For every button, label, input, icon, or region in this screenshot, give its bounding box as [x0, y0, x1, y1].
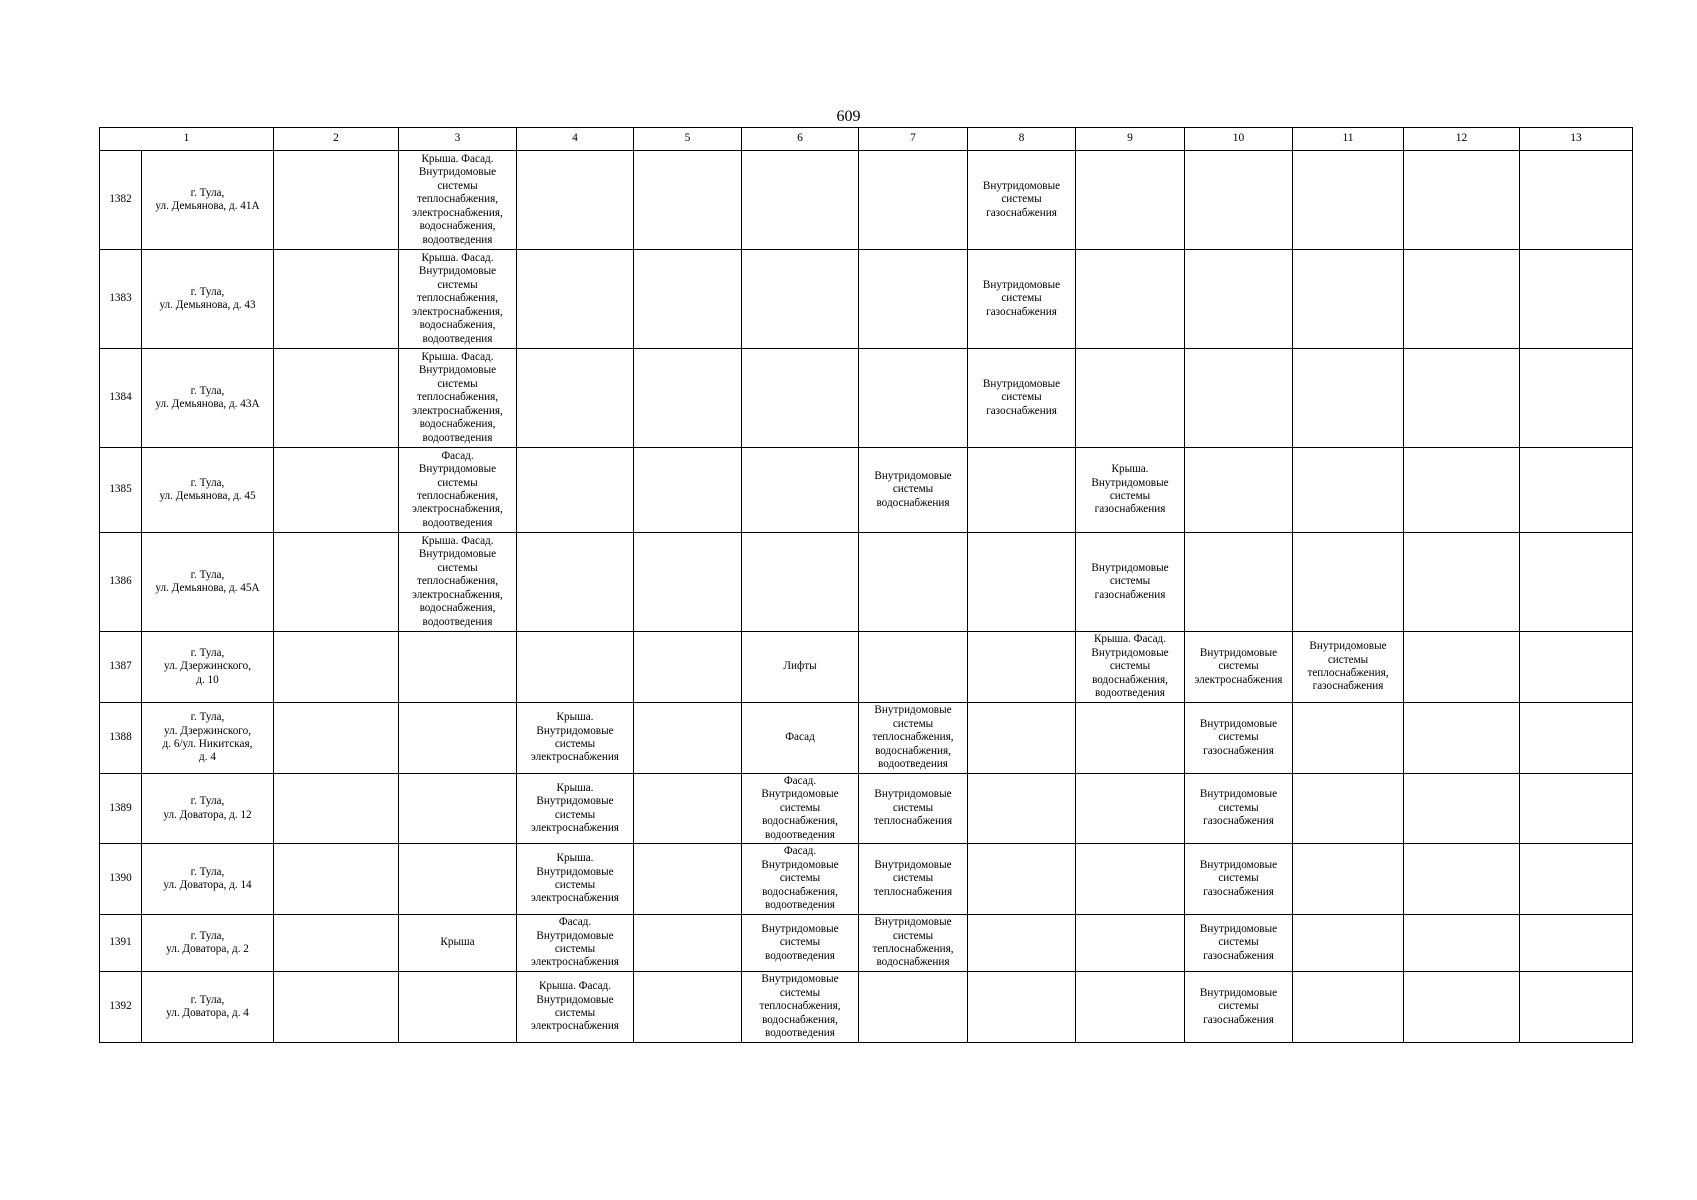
cell-col-6: Лифты [742, 632, 859, 703]
cell-col-8 [968, 774, 1076, 844]
column-header: 3 [399, 128, 517, 151]
cell-col-6 [742, 349, 859, 448]
address-cell: г. Тула, ул. Доватора, д. 14 [142, 844, 274, 915]
cell-col-12 [1404, 972, 1520, 1043]
cell-col-6: Внутридомовые системы водоотведения [742, 915, 859, 972]
cell-col-7: Внутридомовые системы теплоснабжения [859, 844, 968, 915]
cell-col-9 [1076, 250, 1185, 349]
cell-col-8 [968, 915, 1076, 972]
cell-col-4 [517, 448, 634, 533]
cell-col-7: Внутридомовые системы теплоснабжения, водоснабжения, водоотведения [859, 703, 968, 774]
cell-col-12 [1404, 349, 1520, 448]
cell-col-7: Внутридомовые системы теплоснабжения [859, 774, 968, 844]
cell-col-11 [1293, 844, 1404, 915]
cell-col-11 [1293, 349, 1404, 448]
cell-col-4: Крыша. Фасад. Внутридомовые системы электроснабжения [517, 972, 634, 1043]
cell-col-4 [517, 632, 634, 703]
column-header: 11 [1293, 128, 1404, 151]
cell-col-5 [634, 632, 742, 703]
cell-col-2 [274, 448, 399, 533]
cell-col-2 [274, 915, 399, 972]
cell-col-11 [1293, 703, 1404, 774]
cell-col-9: Крыша. Внутридомовые системы газоснабжения [1076, 448, 1185, 533]
column-header: 9 [1076, 128, 1185, 151]
cell-col-12 [1404, 844, 1520, 915]
cell-col-2 [274, 349, 399, 448]
cell-col-10 [1185, 533, 1293, 632]
cell-col-9 [1076, 915, 1185, 972]
cell-col-10 [1185, 349, 1293, 448]
cell-col-13 [1520, 774, 1633, 844]
column-header: 10 [1185, 128, 1293, 151]
cell-col-5 [634, 533, 742, 632]
table-row [100, 349, 1633, 448]
cell-col-10 [1185, 151, 1293, 250]
cell-col-12 [1404, 632, 1520, 703]
cell-col-3 [399, 703, 517, 774]
table-row [100, 774, 1633, 844]
column-header: 5 [634, 128, 742, 151]
cell-col-13 [1520, 632, 1633, 703]
cell-col-7 [859, 151, 968, 250]
cell-col-7: Внутридомовые системы теплоснабжения, водоснабжения [859, 915, 968, 972]
cell-col-5 [634, 349, 742, 448]
row-number: 1387 [100, 632, 142, 703]
cell-col-3: Крыша. Фасад. Внутридомовые системы теплоснабжения, электроснабжения, водоснабжения, водоотведения [399, 349, 517, 448]
cell-col-8 [968, 533, 1076, 632]
cell-col-6: Внутридомовые системы теплоснабжения, водоснабжения, водоотведения [742, 972, 859, 1043]
row-number: 1383 [100, 250, 142, 349]
column-header: 8 [968, 128, 1076, 151]
row-number: 1382 [100, 151, 142, 250]
repair-schedule-table [99, 127, 1633, 1043]
cell-col-6: Фасад. Внутридомовые системы водоснабжения, водоотведения [742, 774, 859, 844]
cell-col-6: Фасад. Внутридомовые системы водоснабжения, водоотведения [742, 844, 859, 915]
row-number: 1392 [100, 972, 142, 1043]
cell-col-12 [1404, 250, 1520, 349]
cell-col-5 [634, 703, 742, 774]
column-header: 2 [274, 128, 399, 151]
cell-col-8 [968, 448, 1076, 533]
cell-col-9: Внутридомовые системы газоснабжения [1076, 533, 1185, 632]
cell-col-10: Внутридомовые системы газоснабжения [1185, 703, 1293, 774]
cell-col-7: Внутридомовые системы водоснабжения [859, 448, 968, 533]
cell-col-13 [1520, 250, 1633, 349]
cell-col-3 [399, 632, 517, 703]
cell-col-9 [1076, 774, 1185, 844]
row-number: 1389 [100, 774, 142, 844]
cell-col-11 [1293, 448, 1404, 533]
cell-col-12 [1404, 703, 1520, 774]
cell-col-2 [274, 703, 399, 774]
column-header: 1 [100, 128, 274, 151]
cell-col-4: Фасад. Внутридомовые системы электроснабжения [517, 915, 634, 972]
cell-col-5 [634, 774, 742, 844]
cell-col-4 [517, 533, 634, 632]
cell-col-4 [517, 349, 634, 448]
cell-col-12 [1404, 448, 1520, 533]
cell-col-13 [1520, 533, 1633, 632]
table-row [100, 972, 1633, 1043]
cell-col-8: Внутридомовые системы газоснабжения [968, 151, 1076, 250]
cell-col-3: Крыша. Фасад. Внутридомовые системы теплоснабжения, электроснабжения, водоснабжения, водоотведения [399, 250, 517, 349]
cell-col-3 [399, 972, 517, 1043]
column-header: 7 [859, 128, 968, 151]
cell-col-10: Внутридомовые системы электроснабжения [1185, 632, 1293, 703]
cell-col-11 [1293, 915, 1404, 972]
cell-col-6 [742, 448, 859, 533]
cell-col-12 [1404, 533, 1520, 632]
cell-col-9 [1076, 703, 1185, 774]
cell-col-9 [1076, 972, 1185, 1043]
header-row [100, 128, 1633, 151]
cell-col-2 [274, 844, 399, 915]
cell-col-10: Внутридомовые системы газоснабжения [1185, 972, 1293, 1043]
cell-col-5 [634, 151, 742, 250]
cell-col-10: Внутридомовые системы газоснабжения [1185, 774, 1293, 844]
cell-col-9 [1076, 349, 1185, 448]
row-number: 1384 [100, 349, 142, 448]
cell-col-7 [859, 632, 968, 703]
address-cell: г. Тула, ул. Дзержинского, д. 6/ул. Никитская, д. 4 [142, 703, 274, 774]
cell-col-13 [1520, 349, 1633, 448]
row-number: 1388 [100, 703, 142, 774]
cell-col-11 [1293, 972, 1404, 1043]
cell-col-2 [274, 250, 399, 349]
cell-col-13 [1520, 844, 1633, 915]
cell-col-4 [517, 151, 634, 250]
cell-col-8 [968, 632, 1076, 703]
cell-col-11 [1293, 250, 1404, 349]
cell-col-2 [274, 632, 399, 703]
cell-col-7 [859, 533, 968, 632]
column-header: 12 [1404, 128, 1520, 151]
cell-col-5 [634, 972, 742, 1043]
address-cell: г. Тула, ул. Демьянова, д. 43 [142, 250, 274, 349]
table-row [100, 844, 1633, 915]
cell-col-5 [634, 250, 742, 349]
row-number: 1391 [100, 915, 142, 972]
cell-col-10: Внутридомовые системы газоснабжения [1185, 844, 1293, 915]
cell-col-4 [517, 250, 634, 349]
cell-col-2 [274, 972, 399, 1043]
cell-col-9 [1076, 844, 1185, 915]
cell-col-8 [968, 844, 1076, 915]
cell-col-5 [634, 915, 742, 972]
cell-col-3: Крыша. Фасад. Внутридомовые системы теплоснабжения, электроснабжения, водоснабжения, водоотведения [399, 151, 517, 250]
cell-col-10 [1185, 448, 1293, 533]
address-cell: г. Тула, ул. Демьянова, д. 45 [142, 448, 274, 533]
row-number: 1390 [100, 844, 142, 915]
cell-col-13 [1520, 915, 1633, 972]
cell-col-12 [1404, 151, 1520, 250]
cell-col-11 [1293, 533, 1404, 632]
cell-col-7 [859, 972, 968, 1043]
cell-col-13 [1520, 703, 1633, 774]
table-row [100, 250, 1633, 349]
cell-col-3 [399, 844, 517, 915]
table-row [100, 533, 1633, 632]
cell-col-2 [274, 774, 399, 844]
cell-col-9 [1076, 151, 1185, 250]
cell-col-13 [1520, 448, 1633, 533]
address-cell: г. Тула, ул. Доватора, д. 12 [142, 774, 274, 844]
cell-col-9: Крыша. Фасад. Внутридомовые системы водоснабжения, водоотведения [1076, 632, 1185, 703]
cell-col-10 [1185, 250, 1293, 349]
cell-col-11 [1293, 774, 1404, 844]
column-header: 6 [742, 128, 859, 151]
cell-col-8: Внутридомовые системы газоснабжения [968, 250, 1076, 349]
cell-col-12 [1404, 774, 1520, 844]
cell-col-8 [968, 972, 1076, 1043]
cell-col-13 [1520, 972, 1633, 1043]
cell-col-6 [742, 533, 859, 632]
cell-col-10: Внутридомовые системы газоснабжения [1185, 915, 1293, 972]
address-cell: г. Тула, ул. Демьянова, д. 45А [142, 533, 274, 632]
cell-col-8 [968, 703, 1076, 774]
row-number: 1386 [100, 533, 142, 632]
cell-col-2 [274, 151, 399, 250]
cell-col-3: Крыша. Фасад. Внутридомовые системы теплоснабжения, электроснабжения, водоснабжения, водоотведения [399, 533, 517, 632]
cell-col-13 [1520, 151, 1633, 250]
address-cell: г. Тула, ул. Демьянова, д. 41А [142, 151, 274, 250]
table-row [100, 448, 1633, 533]
cell-col-6 [742, 151, 859, 250]
cell-col-11 [1293, 151, 1404, 250]
table-row [100, 632, 1633, 703]
table-row [100, 151, 1633, 250]
cell-col-6: Фасад [742, 703, 859, 774]
cell-col-3: Фасад. Внутридомовые системы теплоснабжения, электроснабжения, водоотведения [399, 448, 517, 533]
table-row [100, 703, 1633, 774]
cell-col-8: Внутридомовые системы газоснабжения [968, 349, 1076, 448]
cell-col-11: Внутридомовые системы теплоснабжения, газоснабжения [1293, 632, 1404, 703]
cell-col-7 [859, 250, 968, 349]
table-row [100, 915, 1633, 972]
cell-col-7 [859, 349, 968, 448]
cell-col-5 [634, 844, 742, 915]
address-cell: г. Тула, ул. Доватора, д. 4 [142, 972, 274, 1043]
row-number: 1385 [100, 448, 142, 533]
cell-col-3: Крыша [399, 915, 517, 972]
column-header: 13 [1520, 128, 1633, 151]
cell-col-5 [634, 448, 742, 533]
address-cell: г. Тула, ул. Доватора, д. 2 [142, 915, 274, 972]
address-cell: г. Тула, ул. Дзержинского, д. 10 [142, 632, 274, 703]
cell-col-3 [399, 774, 517, 844]
cell-col-4: Крыша. Внутридомовые системы электроснабжения [517, 774, 634, 844]
cell-col-12 [1404, 915, 1520, 972]
page-number: 609 [836, 108, 861, 125]
cell-col-6 [742, 250, 859, 349]
cell-col-4: Крыша. Внутридомовые системы электроснабжения [517, 844, 634, 915]
address-cell: г. Тула, ул. Демьянова, д. 43А [142, 349, 274, 448]
cell-col-2 [274, 533, 399, 632]
column-header: 4 [517, 128, 634, 151]
cell-col-4: Крыша. Внутридомовые системы электроснабжения [517, 703, 634, 774]
